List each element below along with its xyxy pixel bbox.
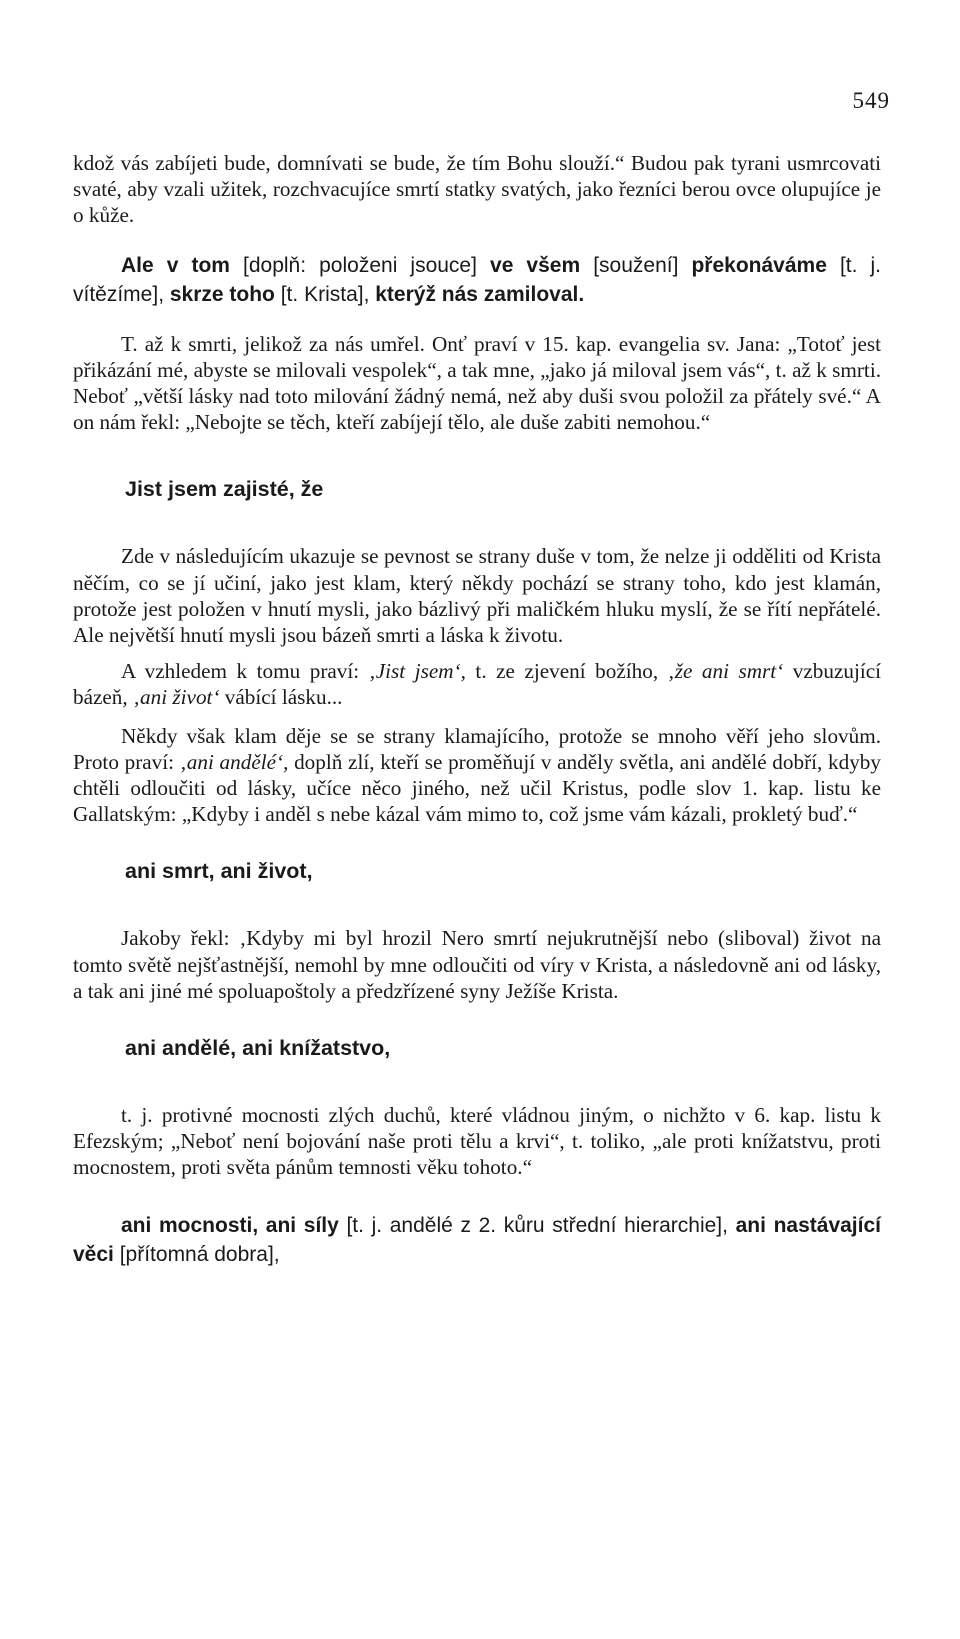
para4-text-1: A vzhledem k tomu praví:	[121, 659, 369, 684]
lemma2-note-1: [t. j. andělé z 2. kůru střední hierarchie],	[338, 1213, 736, 1237]
paragraph-commentary-1: T. až k smrti, jelikož za nás umřel. Onť praví v 15. kap. evangelia sv. Jana: „Totoť jest přikázání mé, abyste se milovali vespolek“, a tak mne, „jako já miloval jsem vás“, t. až k smrti. Neboť „větší lásky nad toto milování žádný nemá, než aby duši svou položil za přátely své.“ A on nám řekl: „Nebojte se těch, kteří zabíjejí tělo, ale duše zabiti nemohou.“	[73, 331, 881, 435]
para4-text-3: vzbuzující bázeň,	[73, 659, 882, 710]
lemma2-bold-2: ani nastávající věci	[73, 1213, 881, 1266]
para4-text-4: vábící lásku...	[219, 685, 343, 710]
lemma-bold-5: kterýž nás zamiloval.	[375, 282, 585, 306]
lemma-bold-4: skrze toho	[169, 282, 275, 306]
section-heading-1: Jist jsem zajisté, že	[125, 477, 324, 502]
paragraph-commentary-3	[73, 658, 881, 710]
scripture-lemma-1	[73, 251, 881, 309]
para4-italic-1: ‚Jist jsem‘,	[368, 659, 466, 684]
lemma-bold-3: překonáváme	[691, 253, 827, 277]
para5-text-2: doplň zlí, kteří se proměňují v anděly světla, ani andělé dobří, kdyby chtěli odloučiti od lásky, učíce něco jiného, než učil Kristus, podle slov 1. kap. listu ke Gallatským: „Kdyby i anděl s nebe kázal vám mimo to, což jsme vám kázali, prokletý buď.“	[73, 749, 881, 827]
para5-text-1: Někdy však klam děje se se strany klamajícího, protože se mnoho věří jeho slovům. Proto praví:	[73, 723, 881, 774]
lemma-note-1: [doplň: položeni jsouce]	[229, 253, 491, 277]
page-number: 549	[852, 88, 890, 113]
para4-italic-2: ‚že ani smrt‘	[667, 659, 784, 684]
lemma-note-2: [soužení]	[580, 253, 692, 277]
scripture-lemma-2	[73, 1211, 881, 1269]
para4-italic-3: ‚ani život‘	[133, 685, 220, 710]
lemma2-bold-1: ani mocnosti, ani síly	[121, 1213, 339, 1237]
section-heading-3: ani andělé, ani knížatstvo,	[125, 1036, 391, 1061]
paragraph-commentary-5: Jakoby řekl: ‚Kdyby mi byl hrozil Nero smrtí nejukrutnější nebo (sliboval) život na tomto světě nejšťastnější, nemohl by mne odloučiti od víry v Krista, a následovně ani od lásky, a tak ani jiné mé spoluapoštoly a předzřízené syny Ježíše Krista.	[73, 926, 881, 1003]
section-heading-2: ani smrt, ani život,	[125, 859, 313, 884]
lemma-note-3: [t. j. vítězíme],	[73, 253, 882, 306]
paragraph-commentary-4	[73, 723, 881, 828]
para4-text-2: t. ze zjevení božího,	[465, 659, 668, 684]
para5-italic-1: ‚ani andělé‘,	[179, 749, 289, 774]
paragraph-commentary-2: Zde v následujícím ukazuje se pevnost se strany duše v tom, že nelze ji odděliti od Krista něčím, co se jí učiní, jako jest klam, který někdy pochází se strany toho, kdo jest klamán, protože jest položen v hnutí mysli, jako bázlivý při maličkém hluku myslí, že se řítí nepřátelé. Ale největší hnutí mysli jsou bázeň smrti a láska k životu.	[73, 544, 881, 648]
lemma-bold-2: ve všem	[490, 253, 581, 277]
lemma2-note-2: [přítomná dobra],	[113, 1242, 280, 1266]
page-text	[73, 150, 881, 1269]
lemma-note-4: [t. Krista],	[274, 282, 376, 306]
paragraph-continuation: kdož vás zabíjeti bude, domnívati se bude, že tím Bohu slouží.“ Budou pak tyrani usmrcovati svaté, aby vzali užitek, rozchvacujíce smrtí statky svatých, jako řezníci berou ovce olupujíce je o kůže.	[73, 151, 881, 228]
paragraph-commentary-6: t. j. protivné mocnosti zlých duchů, které vládnou jiným, o nichžto v 6. kap. listu k Efezským; „Neboť není bojování naše proti tělu a krvi“, t. toliko, „ale proti knížatstvu, proti mocnostem, proti světa pánům temnosti věku tohoto.“	[73, 1103, 881, 1180]
lemma-bold-1: Ale v tom	[121, 253, 230, 277]
